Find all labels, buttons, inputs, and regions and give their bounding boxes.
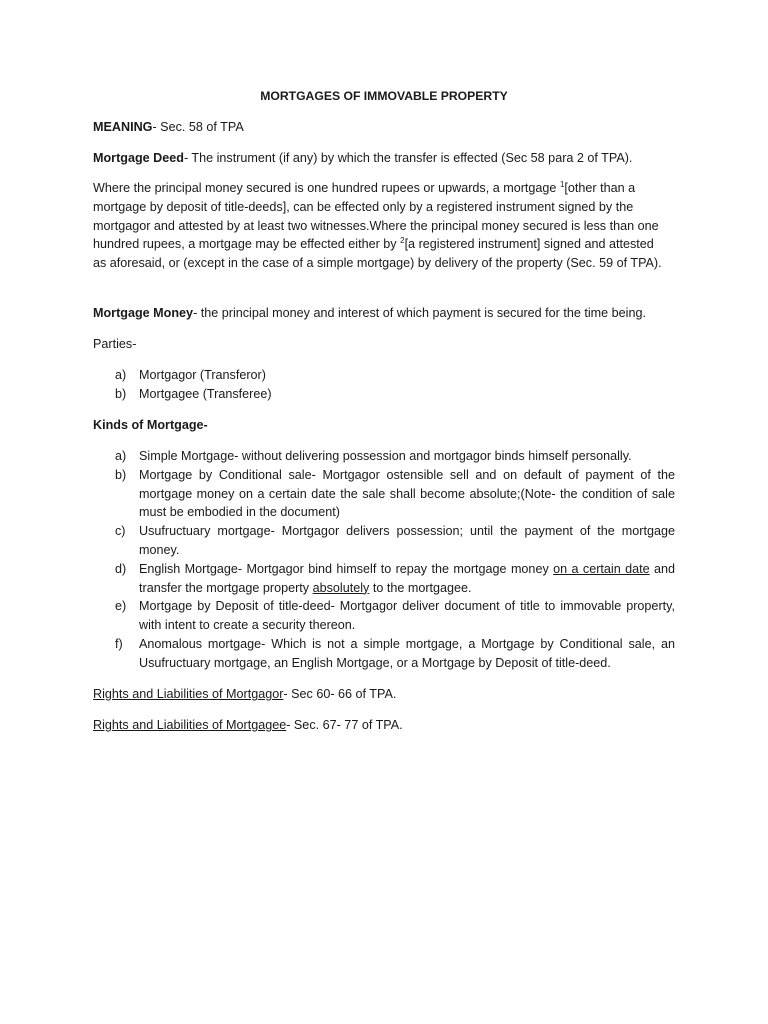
list-item bbox=[93, 597, 675, 635]
party-mortgagor: Mortgagor (Transferor) bbox=[139, 368, 266, 382]
kind-english-underline-2: absolutely bbox=[312, 580, 370, 595]
kind-simple-mortgage: Simple Mortgage- without delivering possession and mortgagor binds himself personally. bbox=[139, 449, 632, 463]
list-item bbox=[93, 385, 675, 404]
meaning-paragraph bbox=[93, 118, 683, 137]
list-item bbox=[93, 635, 675, 673]
list-marker: f) bbox=[115, 636, 123, 651]
parties-heading: Parties- bbox=[93, 337, 137, 351]
list-marker: d) bbox=[115, 561, 127, 576]
parties-list bbox=[93, 366, 675, 404]
list-item bbox=[93, 560, 675, 598]
principal-text-2: [other than a mortgage by deposit of title-deeds], can be effected only by a registered instrument signed by the mortgagor and attested by at least two witnesses.Where the principal money secured is less than one hundred rupees, a mortgage may be effected either by bbox=[93, 181, 659, 252]
rights-mortgagor-link: Rights and Liabilities of Mortgagor bbox=[93, 687, 284, 701]
rights-mortgagee-paragraph bbox=[93, 716, 683, 735]
footnote-ref-2: 2 bbox=[400, 236, 405, 246]
document-title: MORTGAGES OF IMMOVABLE PROPERTY bbox=[260, 89, 508, 103]
mortgage-money-text: - the principal money and interest of which payment is secured for the time being. bbox=[193, 306, 646, 320]
mortgage-money-label: Mortgage Money bbox=[93, 306, 194, 320]
mortgage-money-paragraph bbox=[93, 304, 683, 323]
kind-english-text-3: to the mortgagee. bbox=[369, 580, 472, 595]
meaning-label: MEANING bbox=[93, 120, 153, 134]
mortgage-deed-text: - The instrument (if any) by which the transfer is effected (Sec 58 para 2 of TPA). bbox=[183, 151, 633, 165]
rights-mortgagee-text: - Sec. 67- 77 of TPA. bbox=[286, 718, 403, 732]
footnote-ref-1: 1 bbox=[559, 179, 565, 189]
list-item bbox=[93, 522, 675, 560]
list-marker: a) bbox=[115, 368, 127, 382]
rights-mortgagor-text: - Sec 60- 66 of TPA. bbox=[283, 687, 397, 701]
rights-mortgagor-paragraph bbox=[93, 685, 683, 704]
list-marker: a) bbox=[115, 449, 127, 463]
list-item bbox=[93, 466, 675, 522]
kind-usufructuary: Usufructuary mortgage- Mortgagor delivers possession; until the payment of the mortgage money. bbox=[139, 524, 675, 557]
mortgage-deed-paragraph bbox=[93, 149, 683, 168]
list-item bbox=[93, 447, 675, 466]
kind-english-text-1: English Mortgage- Mortgagor bind himself to repay the mortgage money bbox=[139, 561, 554, 576]
meaning-text: - Sec. 58 of TPA bbox=[152, 120, 244, 134]
principal-text-3: [a registered instrument] signed and attested as aforesaid, or (except in the case of a simple mortgage) by delivery of the property (Sec. 59 of TPA). bbox=[93, 237, 662, 271]
kind-anomalous: Anomalous mortgage- Which is not a simple mortgage, a Mortgage by Conditional sale, an Usufructuary mortgage, an English Mortgage, or a Mortgage by Deposit of title-deed. bbox=[139, 636, 675, 670]
kinds-heading: Kinds of Mortgage- bbox=[93, 418, 208, 432]
list-marker: b) bbox=[115, 467, 127, 482]
list-marker: e) bbox=[115, 599, 127, 614]
kind-deposit-title-deed: Mortgage by Deposit of title-deed- Mortgagor deliver document of title to immovable property, with intent to create a security thereon. bbox=[139, 599, 675, 633]
list-marker: c) bbox=[115, 524, 126, 539]
kinds-list bbox=[93, 447, 675, 673]
list-item bbox=[93, 366, 675, 385]
principal-text-1: Where the principal money secured is one hundred rupees or upwards, a mortgage bbox=[93, 181, 560, 195]
rights-mortgagee-link: Rights and Liabilities of Mortgagee bbox=[93, 718, 287, 732]
list-marker: b) bbox=[115, 386, 127, 401]
mortgage-deed-label: Mortgage Deed bbox=[93, 151, 184, 165]
party-mortgagee: Mortgagee (Transferee) bbox=[139, 386, 272, 401]
kind-conditional-sale: Mortgage by Conditional sale- Mortgagor ostensible sell and on default of payment of the mortgage money on a certain date the sale shall become absolute;(Note- the condition of sale must be embodied in the document) bbox=[139, 467, 675, 520]
kind-english-text-2: and transfer the mortgage property bbox=[139, 561, 675, 595]
principal-money-paragraph bbox=[93, 179, 667, 273]
kind-english-underline-1: on a certain date bbox=[553, 561, 650, 576]
